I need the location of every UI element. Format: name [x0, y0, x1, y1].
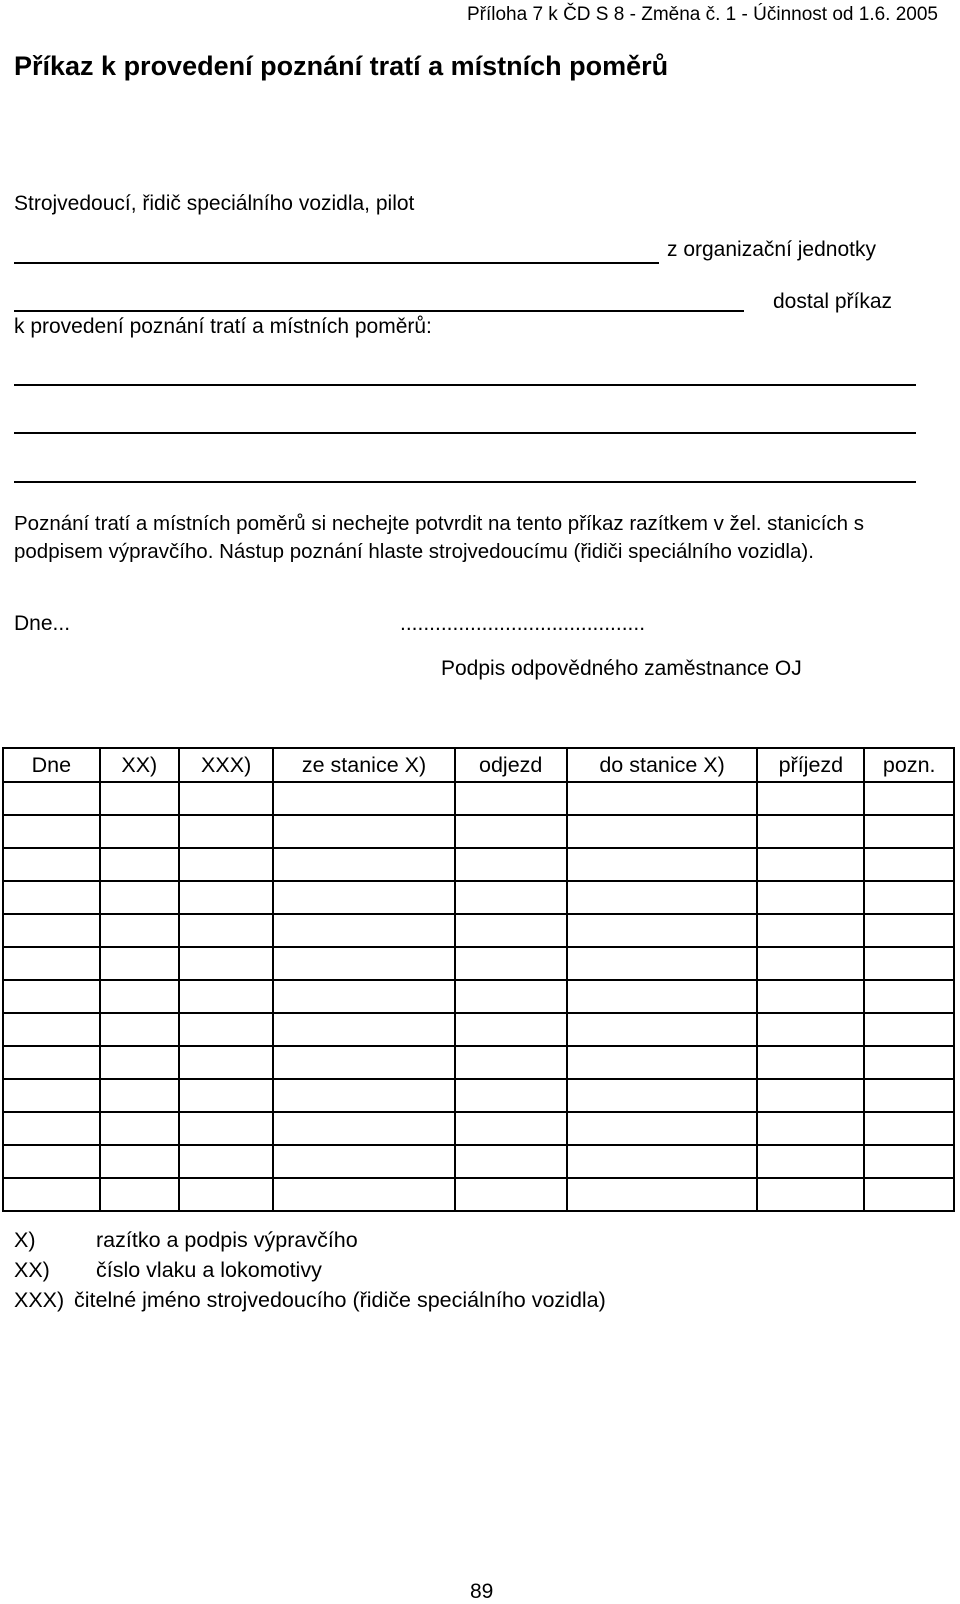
annex-reference: Příloha 7 k ČD S 8 - Změna č. 1 - Účinnost od 1.6. 2005 — [466, 4, 938, 25]
table-cell[interactable] — [567, 782, 757, 815]
table-row — [3, 1112, 954, 1145]
route-fill-line-2[interactable] — [14, 432, 916, 434]
table-cell[interactable] — [864, 1145, 954, 1178]
table-row — [3, 1178, 954, 1211]
table-cell[interactable] — [3, 782, 100, 815]
table-cell[interactable] — [3, 848, 100, 881]
table-cell[interactable] — [757, 1013, 864, 1046]
table-cell[interactable] — [179, 1079, 274, 1112]
table-cell[interactable] — [455, 782, 567, 815]
table-cell[interactable] — [100, 815, 179, 848]
table-cell[interactable] — [757, 881, 864, 914]
table-cell[interactable] — [567, 1112, 757, 1145]
table-cell[interactable] — [567, 1145, 757, 1178]
table-cell[interactable] — [757, 815, 864, 848]
table-cell[interactable] — [864, 980, 954, 1013]
table-cell[interactable] — [864, 1178, 954, 1211]
table-cell[interactable] — [864, 914, 954, 947]
table-cell[interactable] — [757, 1178, 864, 1211]
table-cell[interactable] — [455, 1112, 567, 1145]
table-cell[interactable] — [273, 1046, 454, 1079]
table-cell[interactable] — [3, 1013, 100, 1046]
table-cell[interactable] — [864, 881, 954, 914]
table-header-row — [3, 748, 954, 782]
table-cell[interactable] — [757, 782, 864, 815]
footnote-1-mark: X) — [14, 1228, 36, 1252]
column-header-date: Dne — [3, 748, 100, 782]
table-cell[interactable] — [100, 1046, 179, 1079]
table-cell[interactable] — [757, 914, 864, 947]
name-fill-line[interactable] — [14, 262, 659, 264]
table-cell[interactable] — [179, 914, 274, 947]
table-cell[interactable] — [455, 1145, 567, 1178]
table-cell[interactable] — [179, 1145, 274, 1178]
table-row — [3, 782, 954, 815]
footnote-2-text: číslo vlaku a lokomotivy — [96, 1258, 322, 1282]
table-cell[interactable] — [179, 782, 274, 815]
table-cell[interactable] — [567, 980, 757, 1013]
signer-label: Podpis odpovědného zaměstnance OJ — [441, 657, 802, 680]
table-cell[interactable] — [757, 1145, 864, 1178]
table-row — [3, 881, 954, 914]
footnote-3-mark: XXX) — [14, 1288, 65, 1312]
table-cell[interactable] — [179, 1112, 274, 1145]
table-row — [3, 1145, 954, 1178]
table-row — [3, 1079, 954, 1112]
table-cell[interactable] — [273, 782, 454, 815]
table-cell[interactable] — [179, 815, 274, 848]
table-cell[interactable] — [567, 947, 757, 980]
table-cell[interactable] — [3, 914, 100, 947]
table-cell[interactable] — [273, 848, 454, 881]
table-cell[interactable] — [864, 1013, 954, 1046]
date-label: Dne... — [14, 612, 71, 635]
table-cell[interactable] — [757, 980, 864, 1013]
footnote-2-mark: XX) — [14, 1258, 50, 1282]
table-cell[interactable] — [179, 881, 274, 914]
table-cell[interactable] — [567, 848, 757, 881]
table-cell[interactable] — [273, 881, 454, 914]
record-table — [2, 747, 955, 1212]
route-fill-line-3[interactable] — [14, 481, 916, 483]
table-cell[interactable] — [3, 815, 100, 848]
column-header-arrival: příjezd — [757, 748, 864, 782]
table-cell[interactable] — [179, 947, 274, 980]
table-cell[interactable] — [567, 881, 757, 914]
table-cell[interactable] — [567, 914, 757, 947]
table-cell[interactable] — [100, 1145, 179, 1178]
table-cell[interactable] — [100, 914, 179, 947]
signature-dots[interactable]: .......................................... — [400, 612, 646, 635]
table-cell[interactable] — [100, 848, 179, 881]
table-cell[interactable] — [455, 815, 567, 848]
table-cell[interactable] — [179, 1178, 274, 1211]
table-cell[interactable] — [273, 1112, 454, 1145]
table-cell[interactable] — [179, 1013, 274, 1046]
table-cell[interactable] — [757, 1079, 864, 1112]
table-row — [3, 815, 954, 848]
table-cell[interactable] — [757, 1046, 864, 1079]
table-cell[interactable] — [864, 782, 954, 815]
table-cell[interactable] — [455, 848, 567, 881]
table-cell[interactable] — [455, 881, 567, 914]
table-cell[interactable] — [3, 1112, 100, 1145]
table-cell[interactable] — [3, 1046, 100, 1079]
table-cell[interactable] — [273, 1178, 454, 1211]
column-header-note: pozn. — [864, 748, 954, 782]
notice-paragraph: Poznání tratí a místních poměrů si nechejte potvrdit na tento příkaz razítkem v žel. stanicích s podpisem výpravčího. Nástup poznání hlaste strojvedoucímu (řidiči speciálního vozidla). — [14, 512, 864, 563]
table-cell[interactable] — [3, 980, 100, 1013]
footnote-1-text: razítko a podpis výpravčího — [96, 1228, 358, 1252]
table-row — [3, 1046, 954, 1079]
table-cell[interactable] — [567, 1013, 757, 1046]
table-cell[interactable] — [864, 1079, 954, 1112]
table-cell[interactable] — [455, 1178, 567, 1211]
table-cell[interactable] — [757, 1112, 864, 1145]
table-cell[interactable] — [273, 1079, 454, 1112]
table-cell[interactable] — [864, 815, 954, 848]
table-cell[interactable] — [179, 848, 274, 881]
table-cell[interactable] — [273, 947, 454, 980]
table-cell[interactable] — [100, 1178, 179, 1211]
route-fill-line-1[interactable] — [14, 384, 916, 386]
table-cell[interactable] — [179, 980, 274, 1013]
table-cell[interactable] — [273, 1145, 454, 1178]
table-cell[interactable] — [455, 1079, 567, 1112]
table-cell[interactable] — [567, 815, 757, 848]
table-cell[interactable] — [567, 1079, 757, 1112]
table-cell[interactable] — [100, 980, 179, 1013]
table-cell[interactable] — [455, 1046, 567, 1079]
org-unit-fill-line[interactable] — [14, 310, 744, 312]
table-cell[interactable] — [100, 782, 179, 815]
table-cell[interactable] — [3, 881, 100, 914]
table-cell[interactable] — [100, 1013, 179, 1046]
table-row — [3, 1013, 954, 1046]
table-cell[interactable] — [273, 1013, 454, 1046]
table-cell[interactable] — [455, 947, 567, 980]
table-cell[interactable] — [864, 848, 954, 881]
table-row — [3, 980, 954, 1013]
table-cell[interactable] — [455, 914, 567, 947]
table-cell[interactable] — [864, 947, 954, 980]
table-cell[interactable] — [273, 980, 454, 1013]
table-cell[interactable] — [100, 881, 179, 914]
order-label: dostal příkaz — [773, 290, 893, 313]
table-cell[interactable] — [3, 947, 100, 980]
table-cell[interactable] — [3, 1079, 100, 1112]
table-cell[interactable] — [273, 815, 454, 848]
column-header-from-station: ze stanice X) — [273, 748, 454, 782]
column-header-to-station: do stanice X) — [567, 748, 757, 782]
org-unit-label: z organizační jednotky — [667, 238, 876, 261]
column-header-departure: odjezd — [455, 748, 567, 782]
table-cell[interactable] — [273, 914, 454, 947]
column-header-train-number: XX) — [100, 748, 179, 782]
table-cell[interactable] — [567, 1046, 757, 1079]
table-cell[interactable] — [455, 1013, 567, 1046]
table-cell[interactable] — [757, 947, 864, 980]
table-cell[interactable] — [864, 1112, 954, 1145]
table-cell[interactable] — [567, 1178, 757, 1211]
table-cell[interactable] — [100, 1079, 179, 1112]
footnote-3-text: čitelné jméno strojvedoucího (řidiče speciálního vozidla) — [74, 1288, 606, 1312]
table-row — [3, 947, 954, 980]
table-cell[interactable] — [455, 980, 567, 1013]
table-cell[interactable] — [3, 1178, 100, 1211]
page-number: 89 — [470, 1580, 494, 1603]
table-cell[interactable] — [864, 1046, 954, 1079]
table-body — [3, 782, 954, 1211]
table-row — [3, 914, 954, 947]
table-cell[interactable] — [100, 947, 179, 980]
table-cell[interactable] — [3, 1145, 100, 1178]
table-row — [3, 848, 954, 881]
table-cell[interactable] — [179, 1046, 274, 1079]
document-title: Příkaz k provedení poznání tratí a místních poměrů — [14, 51, 669, 81]
column-header-driver-name: XXX) — [179, 748, 274, 782]
table-cell[interactable] — [757, 848, 864, 881]
purpose-label: k provedení poznání tratí a místních poměrů: — [14, 315, 432, 338]
table-cell[interactable] — [100, 1112, 179, 1145]
recipient-label: Strojvedoucí, řidič speciálního vozidla, pilot — [14, 192, 415, 215]
